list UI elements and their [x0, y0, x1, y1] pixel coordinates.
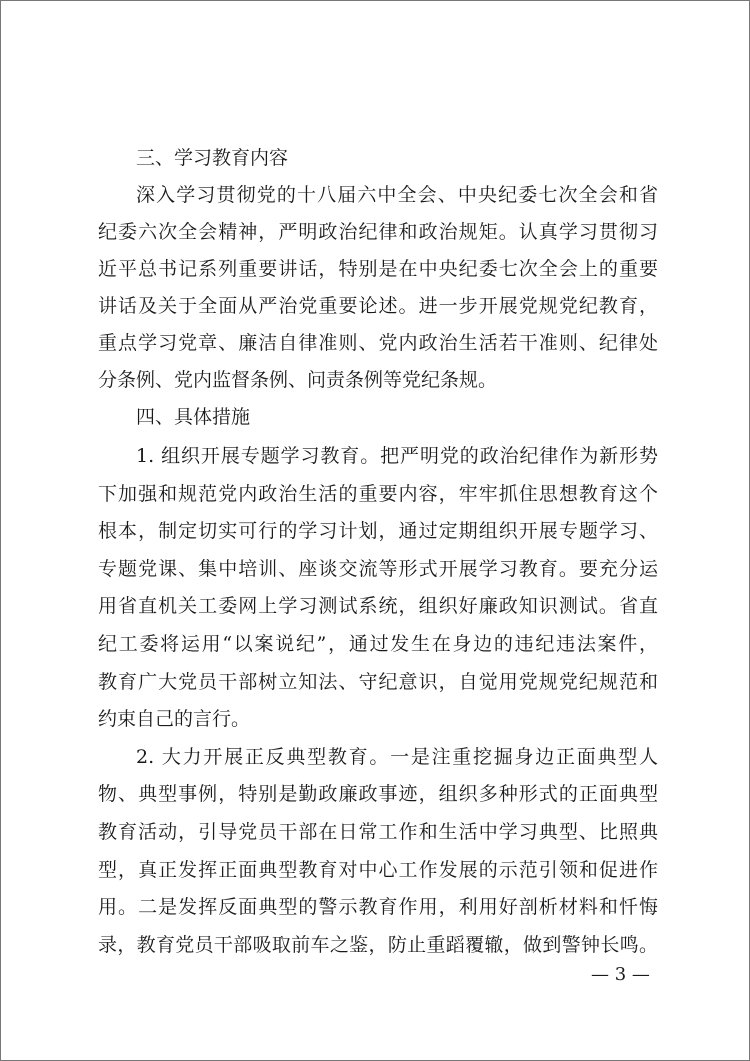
page-number: — 3 —	[591, 964, 650, 985]
measure-2-paragraph	[98, 739, 658, 965]
paragraph-line: 纪工委将运用“以案说纪”，通过发生在身边的违纪违法案件，	[98, 632, 658, 655]
paragraph-line: 教育活动，引导党员干部在日常工作和生活中学习典型、比照典	[98, 820, 658, 843]
paragraph-line: 纪委六次全会精神，严明政治纪律和政治规矩。认真学习贯彻习	[98, 221, 658, 243]
paragraph-line: 型，真正发挥正面典型教育对中心工作发展的示范引领和促进作	[98, 858, 658, 881]
paragraph-line: 专题党课、集中培训、座谈交流等形式开展学习教育。要充分运	[98, 557, 658, 580]
paragraph-line: 近平总书记系列重要讲话，特别是在中央纪委七次全会上的重要	[98, 258, 658, 280]
paragraph-line: 2. 大力开展正反典型教育。一是注重挖掘身边正面典型人	[136, 745, 658, 768]
paragraph-line: 用省直机关工委网上学习测试系统，组织好廉政知识测试。省直	[98, 595, 658, 618]
paragraph-line: 约束自己的言行。	[98, 708, 251, 731]
section-heading-4: 四、具体措施	[136, 406, 251, 428]
paragraph-line: 1. 组织开展专题学习教育。把严明党的政治纪律作为新形势	[136, 445, 658, 467]
document-body	[98, 140, 658, 964]
paragraph-line: 深入学习贯彻党的十八届六中全会、中央纪委七次全会和省	[136, 184, 658, 206]
paragraph-line: 录，教育党员干部吸取前车之鉴，防止重蹈覆辙，做到警钟长鸣。	[98, 933, 658, 956]
measure-1-paragraph	[98, 438, 658, 739]
paragraph-line: 用。二是发挥反面典型的警示教育作用，利用好剖析材料和忏悔	[98, 896, 658, 919]
paragraph-line: 重点学习党章、廉洁自律准则、党内政治生活若干准则、纪律处	[98, 332, 658, 354]
paragraph-line: 下加强和规范党内政治生活的重要内容，牢牢抓住思想教育这个	[98, 482, 658, 505]
section-heading-3: 三、学习教育内容	[136, 147, 289, 169]
paragraph-line: 物、典型事例，特别是勤政廉政事迹，组织多种形式的正面典型	[98, 783, 658, 806]
paragraph-line: 分条例、党内监督条例、问责条例等党纪条规。	[98, 369, 498, 391]
paragraph-line: 讲话及关于全面从严治党重要论述。进一步开展党规党纪教育，	[98, 295, 658, 317]
paragraph-line: 根本，制定切实可行的学习计划，通过定期组织开展专题学习、	[98, 520, 658, 543]
paragraph-line: 教育广大党员干部树立知法、守纪意识，自觉用党规党纪规范和	[98, 670, 658, 693]
section-3-paragraph	[98, 177, 658, 399]
